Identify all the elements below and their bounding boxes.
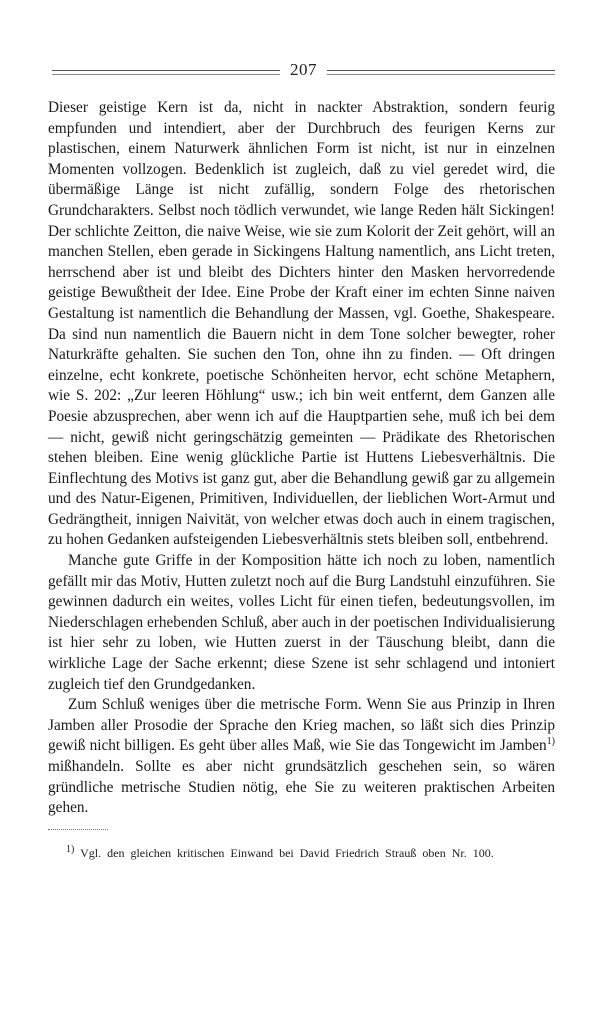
paragraph-3-text-after: mißhandeln. Sollte es aber nicht grundsätzlich geschehen sein, so wären gründliche metrische Studien nötig, ehe Sie zu weiteren praktischen Arbeiten gehen. [48, 758, 555, 817]
body-text [48, 98, 555, 819]
footnote [48, 844, 555, 863]
footnote-separator [48, 829, 108, 830]
paragraph-3 [48, 695, 555, 819]
footnote-reference: 1) [546, 736, 555, 748]
paragraph-1: Dieser geistige Kern ist da, nicht in nackter Abstraktion, sondern feurig empfunden und intendiert, aber der Durchbruch des feurigen Kerns zur plastischen, einem Naturwerk ähnlichen Form ist nicht, ist nur in einzelnen Momenten vollzogen. Bedenklich ist zugleich, daß zu viel geredet wird, die übermäßige Länge ist nicht zufällig, sondern Folge des rhetorischen Grundcharakters. Selbst noch tödlich verwundet, wie lange Reden hält Sickingen! Der schlichte Zeitton, die naive Weise, wie sie zum Kolorit der Zeit gehört, will an manchen Stellen, eben gerade in Sickingens Haltung namentlich, ans Licht treten, herrschend aber ist und bleibt des Dichters hinter den Masken hervorredende geistige Bewußtheit der Idee. Eine Probe der Kraft einer im echten Sinne naiven Gestaltung ist namentlich die Behandlung der Massen, vgl. Goethe, Shakespeare. Da sind nun namentlich die Bauern nicht in dem Tone solcher bewegter, roher Naturkräfte gehalten. Sie suchen den Ton, ohne ihn zu finden. — Oft dringen einzelne, echt konkrete, poetische Schönheiten hervor, echt schöne Metaphern, wie S. 202: „Zur leeren Höhlung“ usw.; ich bin weit entfernt, dem Ganzen alle Poesie abzusprechen, aber wenn ich auf die Hauptpartien sehe, muß ich bei dem — nicht, gewiß nicht geringschätzig gemeinten — Prädikate des Rhetorischen stehen bleiben. Eine wenig glückliche Partie ist Huttens Liebesverhältnis. Die Einflechtung des Motivs ist ganz gut, aber die Behandlung gewiß gar zu allgemein und des Natur-Eigenen, Primitiven, Individuellen, der lieblichen Wort-Armut und Gedrängtheit, innigen Naivität, von welcher etwas doch auch in einem tragischen, zu hohen Gedanken aufsteigenden Liebesverhältnis stets bleiben soll, entbehrend. [48, 99, 555, 549]
page-number: 207 [290, 60, 317, 79]
book-page [48, 58, 555, 863]
footnote-marker: 1) [66, 843, 75, 855]
paragraph-2: Manche gute Griffe in der Komposition hätte ich noch zu loben, namentlich gefällt mir das Motiv, Hutten zuletzt noch auf die Burg Landstuhl einzuführen. Sie gewinnen dadurch ein weites, volles Licht für einen tiefen, bedeutungsvollen, im Niederschlagen erhebenden Schluß, aber auch in der poetischen Individualisierung ist hier sehr zu loben, wie Hutten zuerst in der Täuschung bleibt, dann die wirkliche Lage der Sache erkennt; diese Szene ist sehr schlagend und intoniert zugleich tief den Grundgedanken. [48, 552, 555, 693]
footnote-text: Vgl. den gleichen kritischen Einwand bei David Friedrich Strauß oben Nr. 100. [74, 845, 494, 860]
header-rule-left [52, 70, 280, 71]
header-rule-right [327, 70, 555, 71]
running-header [52, 58, 555, 82]
paragraph-3-text-before: Zum Schluß weniges über die metrische Form. Wenn Sie aus Prinzip in Ihren Jamben aller Prosodie der Sprache den Krieg machen, so läßt sich dies Prinzip gewiß nicht billigen. Es geht über alles Maß, wie Sie das Tongewicht im Jamben [48, 696, 555, 755]
